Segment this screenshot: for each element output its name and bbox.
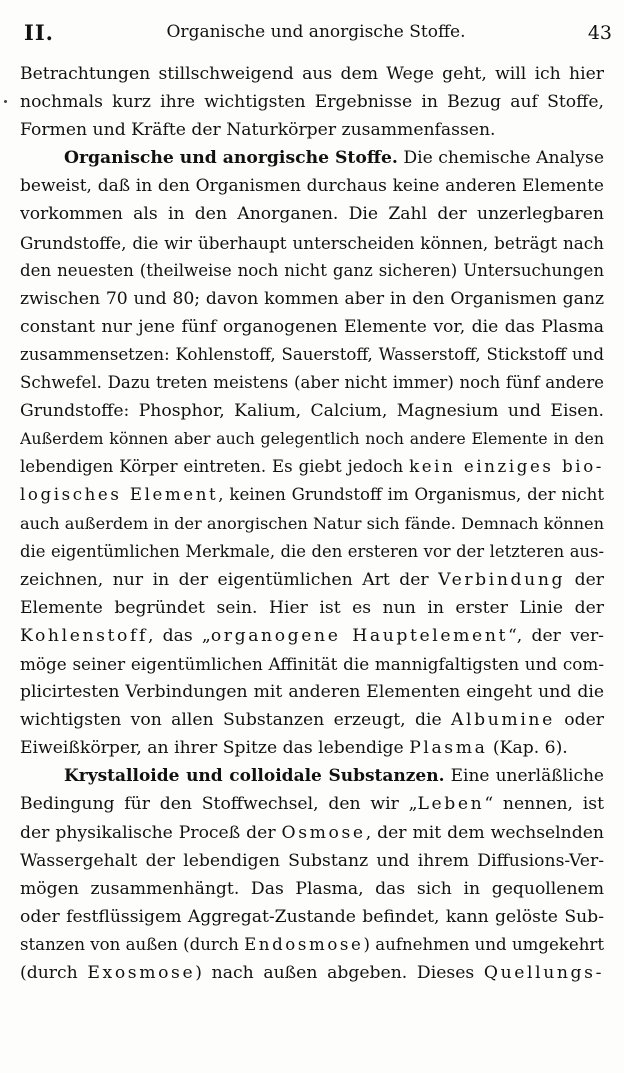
- body-text: [20, 60, 604, 987]
- text-line: [20, 60, 604, 88]
- text-segment: vorkommen als in den Anorganen. Die Zahl der unzerlegbaren: [20, 204, 604, 225]
- text-line: [20, 88, 604, 116]
- text-line: [20, 903, 604, 931]
- text-segment: (durch: [20, 963, 88, 983]
- text-line: [20, 200, 604, 228]
- emphasized-text: Quellungs-: [483, 963, 604, 983]
- text-segment: beweist, daß in den Organismen durchaus keine anderen Elemente: [20, 176, 604, 197]
- text-segment: Wassergehalt der lebendigen Substanz und ihrem Diffusions-Ver-: [20, 850, 604, 871]
- text-line: [20, 875, 604, 903]
- text-line: [20, 847, 604, 875]
- text-segment: zusammensetzen: Kohlenstoff, Sauerstoff, Wasserstoff, Stickstoff und: [20, 344, 604, 364]
- text-segment: (Kap. 6).: [487, 738, 568, 759]
- emphasized-text: Kohlenstoff: [20, 625, 148, 646]
- text-line: [20, 959, 604, 987]
- text-segment: constant nur jene fünf organogenen Elemente vor, die das Plasma: [20, 316, 604, 337]
- text-line: [20, 594, 604, 622]
- emphasized-text: Verbindung: [438, 569, 566, 590]
- text-segment: Eine unerläßliche: [444, 766, 604, 787]
- text-segment: der physikalische Proceß der: [20, 822, 282, 843]
- text-segment: wichtigsten von allen Substanzen erzeugt, die: [20, 710, 452, 731]
- text-line: [20, 369, 604, 397]
- text-segment: zeichnen, nur in der eigentümlichen Art der: [20, 569, 439, 590]
- text-segment: stanzen von außen (durch: [20, 934, 245, 954]
- emphasized-text: Albumine: [451, 710, 555, 731]
- text-segment: nochmals kurz ihre wichtigsten Ergebnisse in Bezug auf Stoffe,: [20, 92, 604, 113]
- text-segment: möge seiner eigentümlichen Affinität die mannigfaltigsten und com-: [20, 653, 604, 674]
- text-segment: “ nennen, ist: [484, 794, 604, 815]
- text-line: [20, 397, 604, 425]
- text-segment: oder festflüssigem Aggregat-Zustande befindet, kann gelöste Sub-: [20, 906, 604, 927]
- text-line: [20, 285, 604, 313]
- text-segment: Schwefel. Dazu treten meistens (aber nicht immer) noch fünf andere: [20, 373, 604, 393]
- page-number: 43: [587, 22, 612, 44]
- text-line: [20, 425, 604, 453]
- text-segment: Formen und Kräfte der Naturkörper zusammenfassen.: [20, 120, 496, 141]
- text-segment: die eigentümlichen Merkmale, die den ersteren vor der letzteren aus-: [20, 541, 604, 561]
- text-line: [20, 257, 604, 285]
- text-segment: der: [565, 569, 604, 590]
- text-segment: Grundstoffe, die wir überhaupt unterscheiden können, beträgt nach: [20, 232, 604, 253]
- emphasized-text: organogene Hauptelement: [210, 625, 508, 646]
- text-line: [20, 453, 604, 481]
- text-line: [20, 229, 604, 257]
- text-segment: ) aufnehmen und umgekehrt: [363, 934, 604, 954]
- text-line: [20, 566, 604, 594]
- emphasized-text: Leben: [417, 794, 485, 815]
- text-segment: lebendigen Körper eintreten. Es giebt jedoch: [20, 457, 410, 477]
- text-line: [20, 481, 604, 509]
- text-line: [20, 762, 604, 790]
- text-segment: , der mit dem wechselnden: [365, 822, 604, 843]
- text-segment: , keinen Grundstoff im Organismus, der nicht: [218, 485, 604, 505]
- page-header: [20, 18, 612, 52]
- margin-mark: [4, 100, 7, 103]
- text-segment: plicirtesten Verbindungen mit anderen Elementen eingeht und die: [20, 682, 604, 703]
- text-line: [20, 510, 604, 538]
- section-heading: Organische und anorgische Stoffe.: [64, 148, 398, 169]
- text-segment: oder: [554, 710, 604, 731]
- section-heading: Krystalloide und colloidale Substanzen.: [64, 766, 445, 787]
- text-segment: zwischen 70 und 80; davon kommen aber in den Organismen ganz: [20, 288, 604, 309]
- text-line: [20, 144, 604, 172]
- text-segment: , das „: [147, 625, 211, 646]
- text-line: [20, 172, 604, 200]
- emphasized-text: logisches Element: [20, 485, 219, 505]
- text-segment: Eiweißkörper, an ihrer Spitze das lebendige: [20, 738, 410, 759]
- text-line: [20, 931, 604, 959]
- text-segment: Elemente begründet sein. Hier ist es nun in erster Linie der: [20, 597, 604, 618]
- text-line: [20, 734, 604, 762]
- text-line: [20, 790, 604, 818]
- emphasized-text: kein einziges bio-: [409, 457, 604, 477]
- text-line: [20, 538, 604, 566]
- text-segment: Bedingung für den Stoffwechsel, den wir „: [20, 794, 418, 815]
- text-line: [20, 622, 604, 650]
- text-segment: ) nach außen abgeben. Dieses: [195, 963, 484, 983]
- text-segment: auch außerdem in der anorgischen Natur sich fände. Demnach können: [20, 513, 604, 533]
- text-segment: Die chemische Analyse: [397, 148, 604, 169]
- text-segment: mögen zusammenhängt. Das Plasma, das sich in gequollenem: [20, 878, 604, 899]
- chapter-number: II.: [24, 20, 54, 45]
- text-line: [20, 650, 604, 678]
- emphasized-text: Exosmose: [87, 963, 196, 983]
- running-title: Organische und anorgische Stoffe.: [166, 22, 466, 42]
- text-line: [20, 313, 604, 341]
- emphasized-text: Endosmose: [244, 934, 364, 954]
- text-segment: den neuesten (theilweise noch nicht ganz sicheren) Untersuchungen: [20, 260, 604, 280]
- text-segment: “, der ver-: [508, 625, 604, 646]
- emphasized-text: Osmose: [281, 822, 366, 843]
- text-line: [20, 341, 604, 369]
- text-line: [20, 116, 604, 144]
- text-segment: Grundstoffe: Phosphor, Kalium, Calcium, Magnesium und Eisen.: [20, 401, 604, 422]
- text-line: [20, 819, 604, 847]
- text-segment: Außerdem können aber auch gelegentlich noch andere Elemente in den: [20, 429, 604, 449]
- text-segment: Betrachtungen stillschweigend aus dem Wege geht, will ich hier: [20, 64, 604, 84]
- text-line: [20, 706, 604, 734]
- text-line: [20, 678, 604, 706]
- emphasized-text: Plasma: [409, 738, 488, 759]
